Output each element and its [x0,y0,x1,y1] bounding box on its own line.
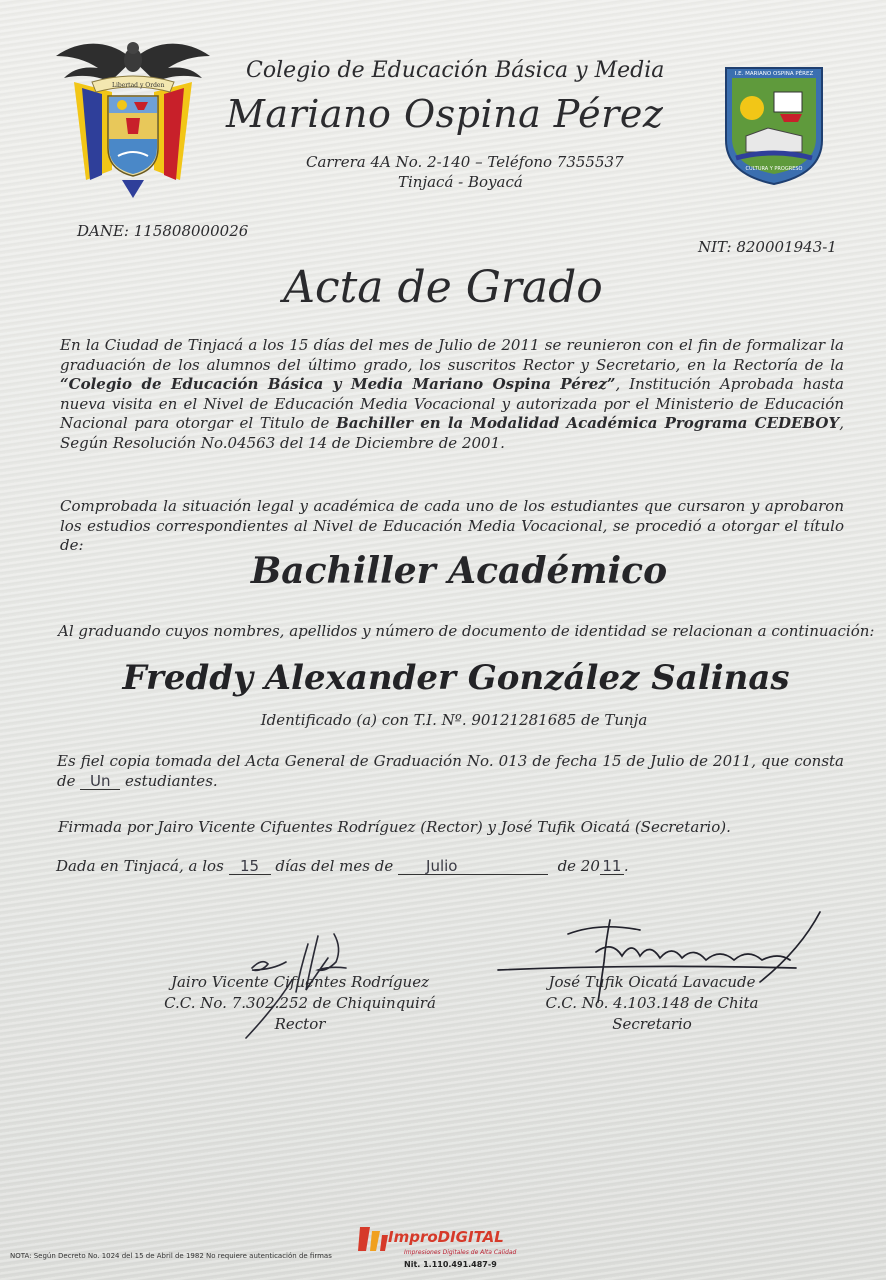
secretario-signature-block [512,972,792,1035]
year-handwritten: 11 [600,858,624,875]
degree-title: Bachiller Académico [250,550,668,592]
printer-nit: Nit. 1.110.491.487-9 [404,1260,497,1269]
copy-statement [57,752,844,791]
rector-name: Jairo Vicente Cifuentes Rodríguez [170,973,430,991]
copy-statement-text-a: Es fiel copia tomada del Acta General de Graduación No. 013 de fecha 15 de Julio de 2011, que consta de [57,752,844,790]
header-line1: Colegio de Educación Básica y Media [246,58,665,83]
graduando-line: Al graduando cuyos nombres, apellidos y número de documento de identidad se relacionan a continuación: [58,622,875,640]
secretario-role: Secretario [612,1015,692,1033]
copy-statement-text-b: estudiantes. [120,771,218,790]
graduate-name: Freddy Alexander González Salinas [122,658,790,698]
printer-name: ImproDIGITAL [388,1228,504,1246]
school-name: Mariano Ospina Pérez [226,92,664,136]
paragraph-1 [60,336,844,453]
school-city: Tinjacá - Boyacá [398,173,523,191]
rector-signature-block [160,972,440,1035]
day-handwritten: 15 [229,858,271,875]
rector-role: Rector [274,1015,326,1033]
secretario-name: José Tufik Oicatá Lavacude [548,973,756,991]
coat-motto-right: y Orden [140,82,165,89]
paragraph-1-text-a: En la Ciudad de Tinjacá a los 15 días del mes de Julio de 2011 se reunieron con el fin de formalizar la graduación de los alumnos del último grado, los suscritos Rector y Secretario, en la Rectoría de la [60,336,844,374]
school-address: Carrera 4A No. 2-140 – Teléfono 7355537 [306,153,624,171]
dada-end: . [623,857,629,875]
dada-prefix: Dada en Tinjacá, a los [56,857,224,875]
dada-mid: días del mes de [275,857,394,875]
secretario-cc: C.C. No. 4.103.148 de Chita [545,994,759,1012]
school-seal-icon [722,62,826,186]
colombia-coat-of-arms-icon [52,30,214,202]
nit-code: NIT: 820001943-1 [698,238,837,256]
paragraph-1-text-c: , Según Resolución No.04563 del 14 de Diciembre de 2001. [60,414,844,452]
paragraph-1-text-b: , Institución Aprobada hasta nueva visita en el Nivel de Educación Media Vocacional y autorizada por el Ministerio de Educación Nacional para otorgar el Titulo de [60,375,844,432]
footer-note: NOTA: Según Decreto No. 1024 del 15 de Abril de 1982 No requiere autenticación de firmas [10,1252,332,1260]
dada-year-prefix: de 20 [557,857,600,875]
printer-tagline: Impresiones Digitales de Alta Calidad [404,1249,517,1256]
document-title: Acta de Grado [283,262,603,313]
paragraph-1-school-bold: “Colegio de Educación Básica y Media Mariano Ospina Pérez” [60,375,616,393]
coat-motto-left: Libertad [112,82,138,89]
issued-date-line [56,857,629,875]
dane-code: DANE: 115808000026 [77,222,249,240]
signed-by-line: Firmada por Jairo Vicente Cifuentes Rodríguez (Rector) y José Tufik Oicatá (Secretario). [58,818,731,836]
rector-cc: C.C. No. 7.302.252 de Chiquinquirá [164,994,436,1012]
paragraph-1-title-bold: Bachiller en la Modalidad Académica Programa CEDEBOY [336,414,840,432]
month-handwritten: Julio [398,858,548,875]
graduate-identification: Identificado (a) con T.I. Nº. 90121281685 de Tunja [260,711,648,729]
student-count-handwritten: Un [80,773,120,790]
seal-text-bottom: CULTURA Y PROGRESO [745,166,803,172]
paragraph-2: Comprobada la situación legal y académica de cada uno de los estudiantes que cursaron y aprobaron los estudios correspondientes al Nivel de Educación Media Vocacional, se procedió a otorgar el título de: [60,497,844,554]
seal-text-top: I.E. MARIANO OSPINA PÉREZ [734,71,814,77]
